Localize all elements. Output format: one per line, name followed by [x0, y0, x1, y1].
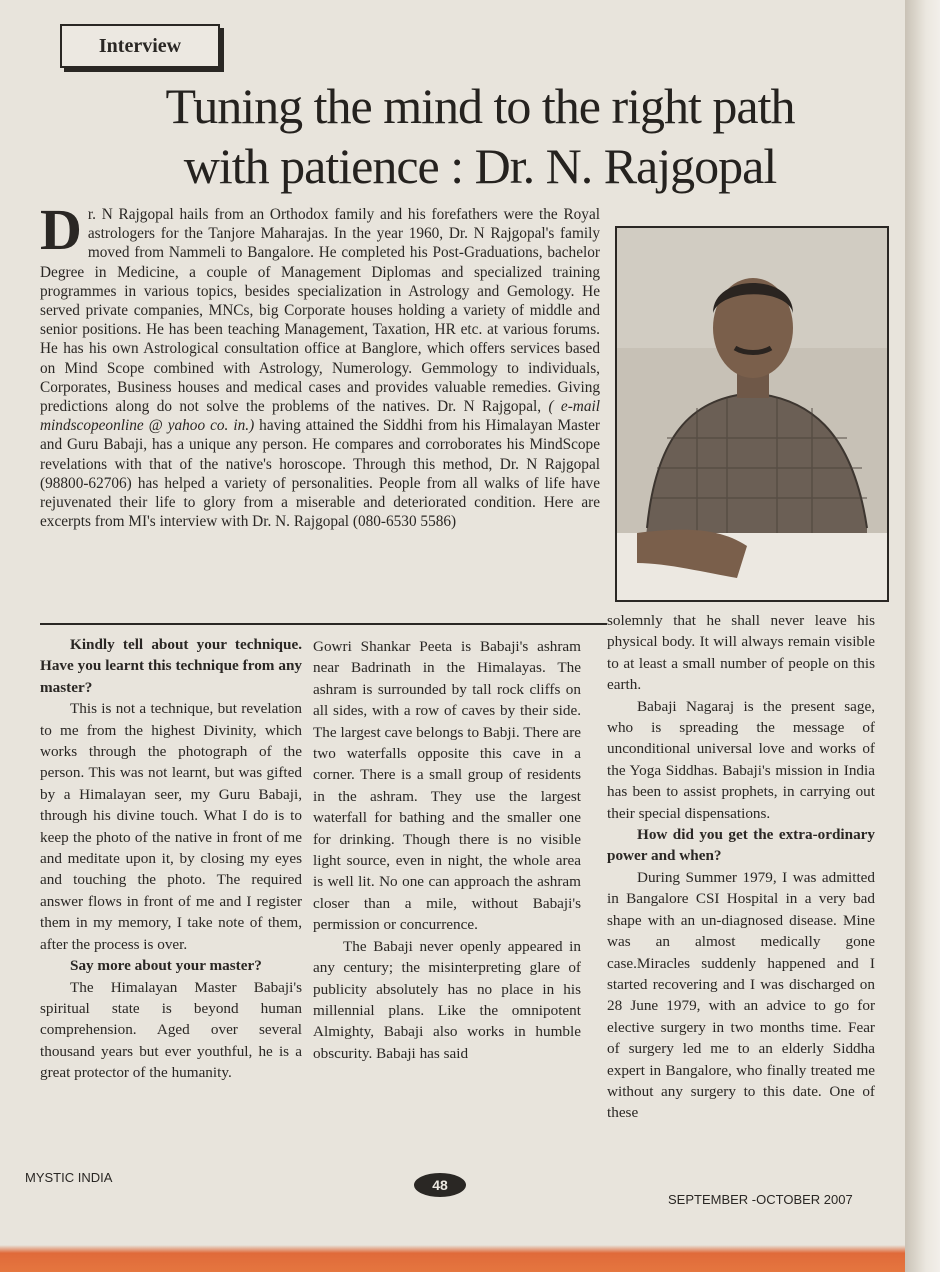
- column-1: [40, 634, 302, 1084]
- page-number: 48: [414, 1173, 466, 1197]
- headline-line-1: Tuning the mind to the right path: [165, 78, 795, 134]
- column-2: [313, 636, 581, 1064]
- intro-text-b: having attained the Siddhi from his Himalayan Master and Guru Babaji, has a unique any person. He compares and corroborates his MindScope revelations with that of the native's horoscope. Through this method, Dr. N Rajgopal (98800-62706) has helped a variety of personalities. People from all walks of life have rejuvenated their life to glory from a miserable and deteriorated condition. Here are excerpts from MI's interview with Dr. N. Rajgopal (080-6530 5586): [40, 417, 600, 531]
- page-bottom-edge: [0, 1245, 905, 1272]
- drop-cap: D: [40, 197, 82, 262]
- question-3: How did you get the extra-ordinary power and when?: [607, 826, 875, 865]
- publication-name: MYSTIC INDIA: [25, 1170, 113, 1185]
- column-2-paragraph-1: Gowri Shankar Peeta is Babaji's ashram near Badrinath in the Himalayas. The ashram is surrounded by tall rock cliffs on all sides, with a row of caves by their side. The largest cave belongs to Babji. There are two waterfalls opposite this cave in a corner. There is a small group of residents in the ashram. They use the largest waterfall for bathing and the smaller one for drinking. Though there is no visible light source, even in night, the whole area is well lit. No one can approach the ashram closer than a mile, without Babaji's permission or concurrence.: [313, 638, 581, 934]
- portrait-photo: [615, 226, 889, 602]
- headline: [80, 76, 880, 196]
- intro-email: ( e-mail mindscopeonline @ yahoo co. in.): [40, 398, 600, 435]
- column-3-paragraph-1: solemnly that he shall never leave his physical body. It will always remain visible to at least a small number of people on this earth.: [607, 612, 875, 694]
- page-fold-edge: [905, 0, 940, 1272]
- section-divider: [40, 623, 607, 625]
- section-tag: Interview: [60, 24, 220, 68]
- intro-text-a: r. N Rajgopal hails from an Orthodox family and his forefathers were the Royal astrologers for the Tanjore Maharajas. In the year 1960, Dr. N Rajgopal's family moved from Nammeli to Bangalore. He completed his Post-Graduations, bachelor Degree in Medicine, a couple of Management Diplomas and specialized training programmes in various topics, besides specialization in Astrology and Gemology. He served private companies, MNCs, big Corporate houses holding a variety of middle and senior positions. He has been teaching Management, Taxation, HR etc. at various forums. He has his own Astrological consultation office at Banglore, which offers services based on Mind Scope combined with Astrology, Numerology. Gemmology to individuals, Corporates, Business houses and medical cases and provides valuable remedies. Giving predictions along do not solve the problems of the natives. Dr. N Rajgopal,: [40, 206, 600, 416]
- answer-2: The Himalayan Master Babaji's spiritual state is beyond human comprehension. Aged over several thousand years but ever youthful, he is a great protector of the humanity.: [40, 978, 302, 1082]
- issue-date: SEPTEMBER -OCTOBER 2007: [668, 1192, 853, 1207]
- column-3-paragraph-2: Babaji Nagaraj is the present sage, who is spreading the message of unconditional universal love and works of the Yoga Siddhas. Babaji's mission in India has been to assist prophets, in carrying out their special dispensations.: [607, 697, 875, 822]
- column-2-paragraph-2: The Babaji never openly appeared in any century; the misinterpreting glare of publicity absolutely has no place in his millennial plans. Like the omnipotent Almighty, Babaji also works in humble obscurity. Babaji has said: [313, 937, 581, 1062]
- answer-1: This is not a technique, but revelation to me from the highest Divinity, which works through the photograph of the person. This was not learnt, but was gifted by a Himalayan seer, my Guru Babaji, through his divine touch. What I do is to keep the photo of the native in front of me and meditate upon it, by closing my eyes and touching the photo. The required answer flows in front of me and I register them in my memory, I take note of them, after the process is over.: [40, 700, 302, 953]
- question-2: Say more about your master?: [70, 957, 262, 975]
- intro-paragraph: [40, 197, 600, 531]
- column-3: [607, 610, 875, 1124]
- question-1: Kindly tell about your technique. Have you learnt this technique from any master?: [40, 636, 302, 696]
- headline-line-2: with patience : Dr. N. Rajgopal: [183, 138, 777, 194]
- answer-3: During Summer 1979, I was admitted in Bangalore CSI Hospital in a very bad shape with an un-diagnosed disease. Mine was an almost medically gone case.Miracles suddenly happened and I started recovering and I was discharged on 28 June 1979, with an advice to go for elective surgery in two months time. Fear of surgery led me to an elderly Siddha expert in Bangalore, who finally treated me without any surgery to this date. One of these: [607, 868, 875, 1122]
- portrait-photo-icon: [617, 228, 887, 600]
